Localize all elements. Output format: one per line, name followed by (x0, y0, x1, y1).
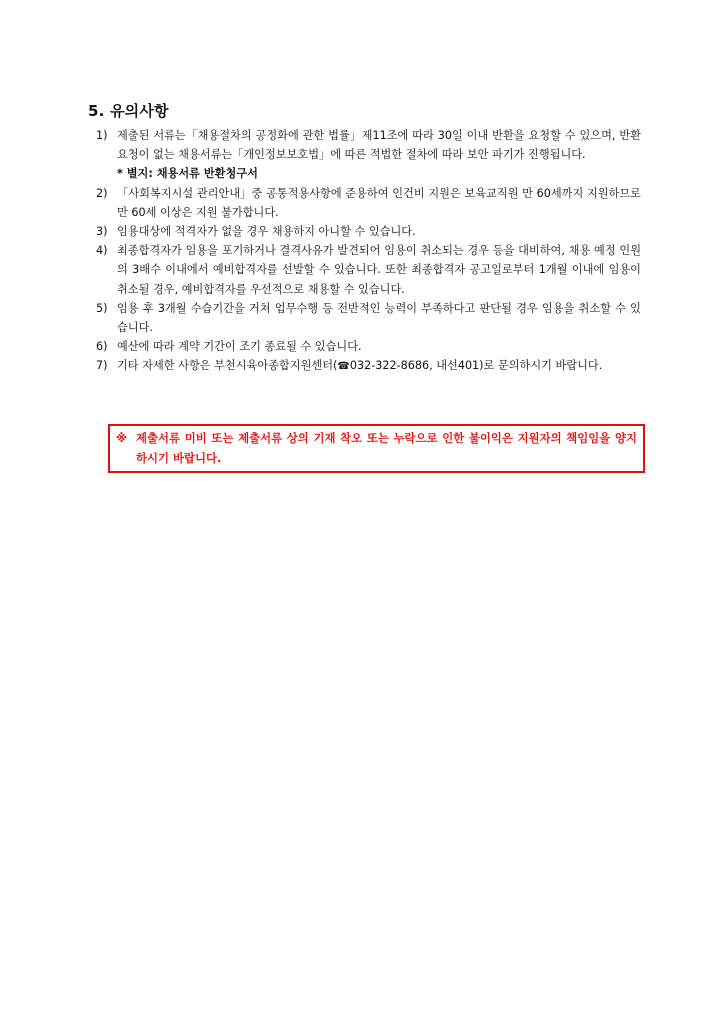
section-title-text: 유의사항 (109, 102, 169, 120)
list-item-number: 2) (96, 186, 108, 200)
list-item-number: 1) (96, 129, 108, 142)
reference-mark-icon: ※ (116, 431, 128, 445)
list-item-content (117, 126, 641, 184)
phone-contact-text: 032-322-8686, 내선401)로 문의하시기 바랍니다. (349, 359, 603, 373)
list-item-text: 예산에 따라 계약 기간이 조기 종료될 수 있습니다. (117, 340, 362, 354)
list-item-text: 기타 자세한 사항은 부천시육아종합지원센터( (117, 359, 338, 373)
list-item-content (117, 356, 641, 376)
list-item-text: 제출된 서류는「채용절차의 공정화에 관한 법률」제11조에 따라 30일 이내 반환을 요청할 수 있으며, 반환 요청이 없는 채용서류는「개인정보보호법」에 따른 적법한 절차에 따라 보안 파기가 진행됩니다. (117, 129, 641, 162)
list-item-number: 7) (96, 359, 108, 373)
list-item-number: 5) (96, 301, 108, 315)
list-item (96, 222, 641, 241)
list-item-number: 6) (96, 340, 108, 354)
warning-text: 제출서류 미비 또는 제출서류 상의 기재 착오 또는 누락으로 인한 불이익은 지원자의 책임임을 양지하시기 바랍니다. (136, 431, 637, 465)
list-item-text: 최종합격자가 임용을 포기하거나 결격사유가 발견되어 임용이 취소되는 경우 등을 대비하여, 채용 예정 인원의 3배수 이내에서 예비합격자를 선발할 수 있습니다. 또한 최종합격자 공고일로부터 1개월 이내에 임용이 취소될 경우, 예비합격자를 우선적으로 채용할 수 있습니다. (117, 244, 641, 296)
list-item (96, 299, 641, 337)
list-item (96, 337, 641, 356)
list-item (96, 356, 641, 376)
list-item-number: 3) (96, 225, 108, 239)
list-item (96, 184, 641, 222)
phone-icon: ☎ (337, 361, 350, 373)
section-heading (88, 100, 169, 121)
section-number: 5. (88, 102, 105, 120)
warning-box (108, 424, 645, 473)
list-item-number: 4) (96, 244, 108, 258)
list-item (96, 126, 641, 184)
attachment-note: * 별지: 채용서류 반환청구서 (117, 167, 258, 181)
list-item (96, 241, 641, 299)
list-item-text: 임용 후 3개월 수습기간을 거쳐 업무수행 등 전반적인 능력이 부족하다고 판단될 경우 임용을 취소할 수 있습니다. (117, 301, 641, 335)
list-item-text: 「사회복지시설 관리안내」중 공통적용사항에 준용하여 인건비 지원은 보육교직원 만 60세까지 지원하므로 만 60세 이상은 지원 불가합니다. (117, 186, 641, 219)
list-item-text: 임용대상에 적격자가 없을 경우 채용하지 아니할 수 있습니다. (117, 225, 416, 239)
notes-list (96, 126, 641, 377)
